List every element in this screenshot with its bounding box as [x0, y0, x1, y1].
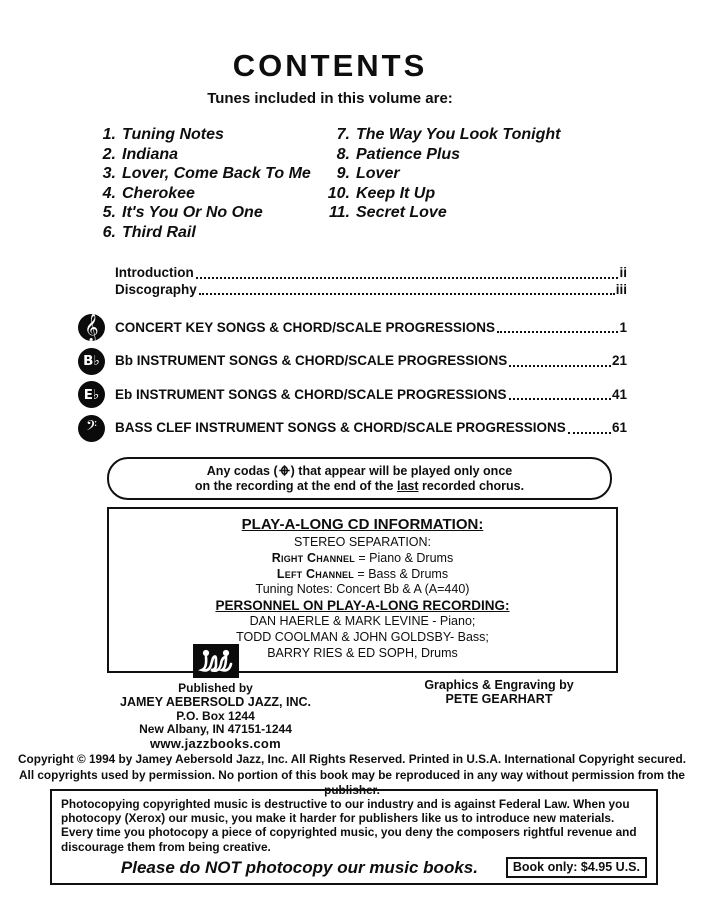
- coda-note: Any codas ( ) that appear will be played only once on the recording at the end of the last recorded chorus.: [107, 457, 612, 500]
- credits-line: Graphics & Engraving by: [424, 678, 574, 692]
- tune-row: [88, 184, 324, 204]
- publisher-city: New Albany, IN 47151-1244: [139, 722, 292, 737]
- tune-number: 1.: [102, 126, 116, 143]
- tune-row: [88, 203, 324, 223]
- toc-row-concert-key: [78, 311, 627, 345]
- toc-page-number: 21: [611, 353, 627, 368]
- b-flat-icon: B♭: [78, 348, 105, 375]
- dot-leader: [509, 365, 611, 367]
- personnel-piano: DAN HAERLE & MARK LEVINE - Piano;: [249, 614, 476, 629]
- tune-name: Patience Plus: [356, 145, 461, 163]
- stereo-separation: STEREO SEPARATION:: [293, 535, 432, 549]
- tune-number: 8.: [336, 145, 350, 163]
- left-channel: Left Channel = Bass & Drums: [276, 566, 449, 581]
- tune-number: 5.: [102, 204, 116, 221]
- tune-row: [88, 145, 324, 165]
- toc-label: Eb INSTRUMENT SONGS & CHORD/SCALE PROGRESSIONS: [115, 386, 507, 402]
- table-of-contents: [78, 265, 627, 445]
- treble-clef-icon: 𝄞: [78, 314, 105, 341]
- photocopy-body: Photocopying copyrighted music is destructive to our industry and is against Federal Law. When you photocopy (Xerox) our music, you make it harder for publishers like us to introduce new materials. Every time you photocopy a piece of copyrighted music, you deny the composers rightful revenue and discourage them from being creative.: [61, 797, 637, 854]
- tune-name: It's You Or No One: [122, 204, 263, 221]
- tune-row: [324, 145, 560, 165]
- tune-name: Cherokee: [122, 184, 195, 202]
- personnel-drums: BARRY RIES & ED SOPH, Drums: [267, 645, 458, 660]
- tune-row: [324, 184, 560, 204]
- cd-info-heading: PLAY-A-LONG CD INFORMATION:: [241, 516, 484, 533]
- personnel-heading: PERSONNEL ON PLAY-A-LONG RECORDING:: [215, 598, 510, 614]
- tune-row: [88, 223, 324, 243]
- tune-number: 11.: [328, 204, 350, 221]
- tune-name: Lover, Come Back To Me: [122, 165, 311, 182]
- publisher-po-box: P.O. Box 1244: [176, 708, 255, 723]
- tune-number: 6.: [102, 223, 116, 241]
- underlined-word: last: [396, 479, 419, 493]
- tune-name: Keep It Up: [356, 184, 436, 202]
- page-subtitle: Tunes included in this volume are:: [207, 90, 453, 107]
- toc-row-discography: [115, 282, 627, 299]
- price-badge: Book only: $4.95 U.S.: [506, 857, 647, 878]
- toc-row-bb-instruments: [78, 345, 627, 379]
- toc-page-number: 41: [611, 386, 627, 402]
- credits-block: [410, 679, 588, 707]
- bass-clef-icon: 𝄢: [78, 415, 105, 442]
- toc-row-introduction: [115, 265, 627, 282]
- coda-icon: [279, 465, 290, 476]
- dot-leader: [509, 398, 611, 400]
- tuning-notes: Tuning Notes: Concert Bb & A (A=440): [255, 582, 470, 597]
- tune-number: 3.: [102, 165, 116, 182]
- tune-name: Lover: [356, 165, 400, 182]
- toc-page-number: iii: [615, 281, 627, 297]
- tune-number: 10.: [327, 184, 350, 202]
- tune-row: [324, 125, 560, 145]
- publisher-logo: [193, 644, 239, 678]
- copyright-line1: Copyright © 1994 by Jamey Aebersold Jazz, Inc. All Rights Reserved. Printed in U.S.A. International Copyright secured.: [18, 752, 686, 766]
- toc-row-bass-clef: [78, 412, 627, 446]
- tune-list-left-column: [88, 125, 324, 242]
- tune-name: Tuning Notes: [122, 126, 224, 143]
- toc-page-number: 1: [619, 319, 627, 335]
- toc-label: Introduction: [115, 265, 194, 280]
- page-title: CONTENTS: [232, 48, 428, 83]
- personnel-bass: TODD COOLMAN & JOHN GOLDSBY- Bass;: [236, 629, 489, 644]
- tune-row: [88, 125, 324, 145]
- toc-front-matter: [78, 265, 627, 298]
- copyright-line2: All copyrights used by permission. No portion of this book may be reproduced in any way without permission from the publisher.: [19, 767, 685, 797]
- tune-number: 7.: [336, 126, 350, 143]
- toc-label: CONCERT KEY SONGS & CHORD/SCALE PROGRESSIONS: [115, 319, 496, 335]
- dot-leader: [199, 293, 615, 295]
- toc-label: Bb INSTRUMENT SONGS & CHORD/SCALE PROGRESSIONS: [115, 353, 508, 368]
- tune-list: [88, 125, 608, 242]
- toc-row-eb-instruments: [78, 378, 627, 412]
- tune-number: 2.: [102, 145, 116, 163]
- tune-number: 9.: [336, 165, 350, 182]
- toc-page-number: ii: [619, 265, 627, 280]
- tune-number: 4.: [102, 184, 116, 202]
- toc-label: Discography: [115, 281, 197, 297]
- right-channel: Right Channel = Piano & Drums: [271, 550, 454, 565]
- toc-page-number: 61: [611, 420, 627, 435]
- publisher-block: [118, 644, 313, 751]
- photocopy-plea: Please do NOT photocopy our music books.: [120, 857, 478, 877]
- dot-leader: [568, 432, 611, 434]
- tune-name: Third Rail: [122, 223, 196, 241]
- dot-leader: [497, 331, 618, 333]
- tune-name: The Way You Look Tonight: [356, 126, 561, 143]
- photocopy-notice-box: [50, 789, 658, 885]
- toc-label: BASS CLEF INSTRUMENT SONGS & CHORD/SCALE PROGRESSIONS: [115, 420, 566, 435]
- tune-row: [324, 164, 560, 184]
- publisher-website: www.jazzbooks.com: [149, 736, 282, 752]
- tune-row: [324, 203, 560, 223]
- published-by: Published by: [178, 681, 253, 695]
- publisher-name: JAMEY AEBERSOLD JAZZ, INC.: [120, 694, 311, 709]
- tune-list-right-column: [324, 125, 560, 242]
- tune-name: Secret Love: [356, 204, 447, 221]
- tune-name: Indiana: [122, 145, 179, 163]
- tune-row: [88, 164, 324, 184]
- e-flat-icon: E♭: [78, 381, 105, 408]
- credits-name: PETE GEARHART: [445, 691, 553, 706]
- dot-leader: [196, 277, 619, 279]
